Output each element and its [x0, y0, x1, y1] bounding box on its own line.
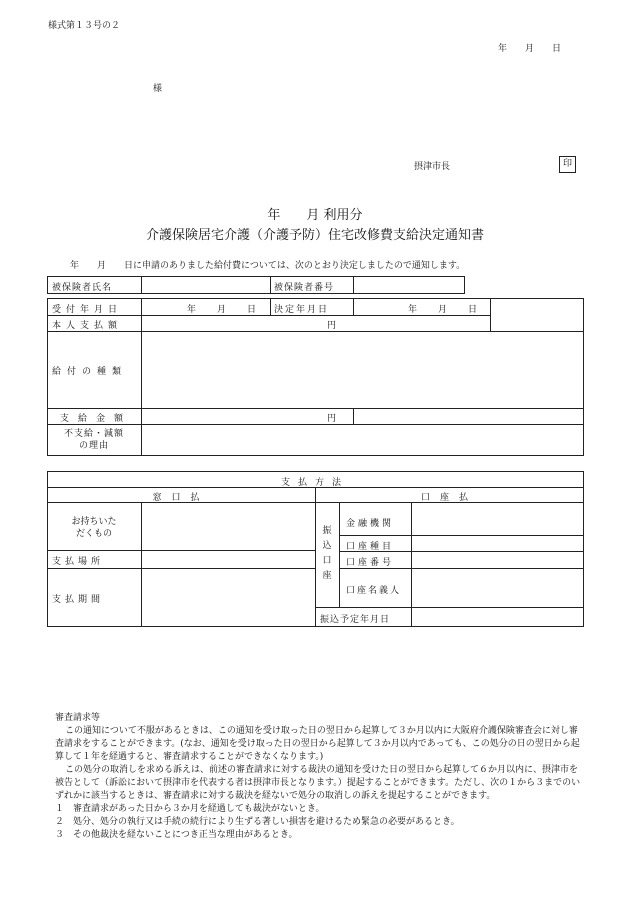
payment-method-header: 支払方法 [280, 478, 349, 488]
insured-name-label: 被保険者氏名 [52, 283, 113, 293]
nonpayment-label [47, 428, 141, 452]
notes-item-2: ２ 処分、処分の執行又は手続の続行により生ずる著しい損害を避けるため緊急の必要があるとき。 [55, 817, 460, 827]
items-to-bring-line2: だくもの [75, 529, 112, 539]
self-payment-label: 本人支払額 [52, 321, 123, 331]
issue-date: 年 月 日 [498, 44, 562, 54]
transfer-payment-label: 口座払 [420, 493, 478, 503]
addressee-suffix: 様 [153, 84, 163, 94]
notes-item-1: １ 審査請求があった日から３か月を経過しても裁決がないとき。 [55, 804, 325, 814]
intro-text: 年 月 日に申請のありました給付費については、次のとおり決定しましたので通知します。 [70, 261, 466, 271]
received-date-value: 年 月 日 [187, 305, 258, 315]
notes-heading: 審査請求等 [55, 713, 101, 723]
benefit-type-label: 給付の種類 [52, 367, 128, 377]
issuer-name: 摂津市長 [414, 162, 451, 172]
notes-paragraph-2: この処分の取消しを求める訴えは、前述の審査請求に対する裁決の通知を受けた日の翌日から起算して６か月以内に、摂津市を被告として（訴訟において摂津市を代表する者は摂津市長となります。）提起することができます。ただし、次の１から３までのいずれかに該当するときは、審査請求に対する裁決を経ないで処分の取消しの訴えを提起することができます。 [55, 765, 581, 801]
window-payment-label: 窓口払 [152, 493, 210, 503]
transfer-date-label: 振込予定年月日 [320, 615, 391, 625]
decision-date-value: 年 月 日 [408, 305, 479, 315]
account-type-label: 口座種目 [346, 542, 395, 552]
insured-number-field [354, 277, 464, 293]
document-title: 介護保険居宅介護（介護予防）住宅改修費支給決定通知書 [145, 228, 484, 243]
payment-amount-label: 支給金額 [60, 414, 133, 424]
period-line: 年 月 利用分 [267, 208, 363, 223]
nonpayment-label-line1: 不支給・減額 [63, 429, 124, 439]
received-date-label: 受付年月日 [52, 305, 123, 315]
notes-paragraph-1: この通知について不服があるときは、この通知を受け取った日の翌日から起算して３か月以内に大阪府介護保険審査会に対し審査請求をすることができます。(なお、通知を受け取った日の翌日から起算して３か月以内であっても、この処分の日の翌日から起算して１年を経過すると、審査請求することができなくなります。) [55, 726, 580, 762]
payment-place-label: 支払場所 [52, 557, 105, 567]
nonpayment-label-line2: の理由 [78, 441, 109, 451]
insured-number-label: 被保険者番号 [274, 283, 335, 293]
notes-item-3: ３ その他裁決を経ないことにつき正当な理由があるとき。 [55, 830, 298, 840]
bank-label: 金融機関 [346, 519, 395, 529]
appeal-notes [55, 712, 585, 842]
account-number-label: 口座番号 [346, 558, 395, 568]
transfer-account-vertical-label: 振込口座 [322, 526, 332, 581]
insured-name-field [142, 277, 269, 293]
items-to-bring-label [47, 516, 141, 540]
payment-amount-yen: 円 [327, 414, 338, 424]
payment-period-label: 支払期間 [52, 595, 105, 605]
self-payment-yen: 円 [327, 321, 338, 331]
benefit-type-field [142, 332, 583, 407]
decision-date-label: 決定年月日 [274, 305, 330, 315]
items-to-bring-line1: お持ちいた [71, 517, 117, 527]
account-holder-label: 口座名義人 [346, 586, 402, 596]
form-number: 様式第１３号の２ [48, 21, 121, 31]
seal-stamp: 印 [559, 156, 576, 173]
